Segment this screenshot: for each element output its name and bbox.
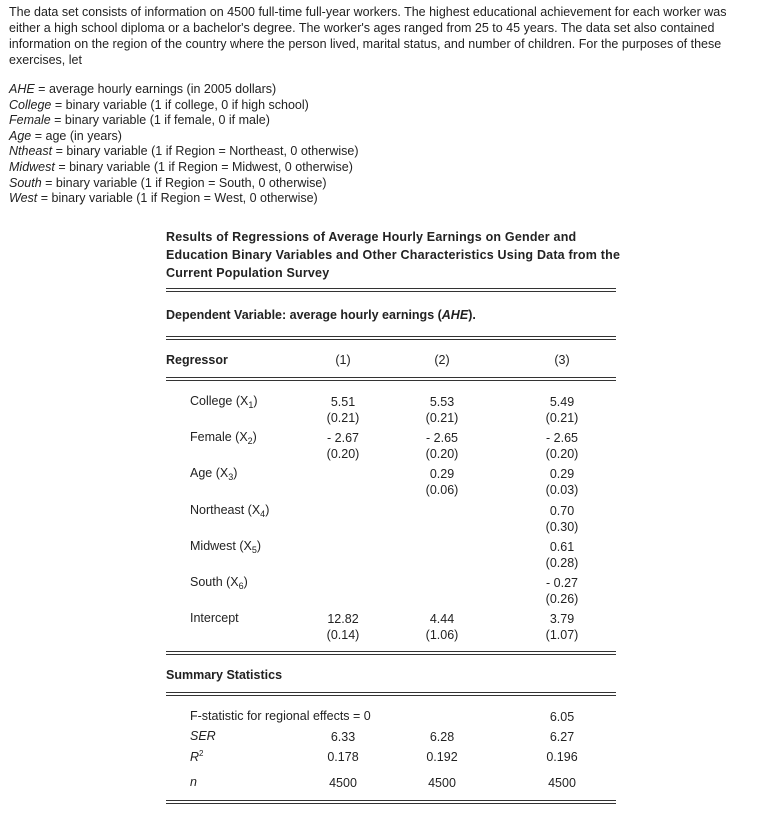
cell-intercept-3: 3.79 (1.07) bbox=[545, 612, 579, 642]
summary-r2-1: 0.178 bbox=[327, 750, 359, 764]
row-label-midwest: Midwest $(X_5)$ bbox=[190, 539, 262, 555]
definition-south: South = binary variable (1 if Region = South, 0 otherwise) bbox=[9, 175, 327, 190]
row-label-northeast: Northeast $(X_4)$ bbox=[190, 503, 270, 519]
cell-female-3: - 2.65 (0.20) bbox=[545, 431, 579, 461]
definition-midwest: Midwest = binary variable (1 if Region = Midwest, 0 otherwise) bbox=[9, 159, 353, 174]
summary-ser-3: 6.27 bbox=[549, 730, 575, 744]
summary-label-r2: $R^2$ bbox=[190, 749, 204, 764]
cell-college-2: 5.53 (0.21) bbox=[425, 395, 459, 425]
divider bbox=[166, 377, 616, 381]
column-header-3: (3) bbox=[554, 353, 570, 367]
divider bbox=[166, 288, 616, 292]
summary-ser-2: 6.28 bbox=[429, 730, 455, 744]
cell-south-3: - 0.27 (0.26) bbox=[545, 576, 579, 606]
definition-west: West = binary variable (1 if Region = West, 0 otherwise) bbox=[9, 191, 318, 206]
cell-northeast-3: 0.70 (0.30) bbox=[545, 504, 579, 534]
cell-intercept-2: 4.44 (1.06) bbox=[425, 612, 459, 642]
column-header-2: (2) bbox=[434, 353, 450, 367]
definition-female: Female = binary variable (1 if female, 0 if male) bbox=[9, 113, 270, 128]
divider bbox=[166, 651, 616, 655]
summary-label-fstat: F-statistic for regional effects = 0 bbox=[190, 709, 371, 723]
definition-ntheast: Ntheast = binary variable (1 if Region = Northeast, 0 otherwise) bbox=[9, 144, 359, 159]
definition-age: Age = age (in years) bbox=[9, 128, 122, 143]
cell-college-1: 5.51 (0.21) bbox=[326, 395, 360, 425]
dependent-variable: Dependent Variable: average hourly earnings (AHE). bbox=[166, 308, 476, 322]
cell-age-3: 0.29 (0.03) bbox=[545, 467, 579, 497]
row-label-south: South $(X_6)$ bbox=[190, 575, 248, 591]
definition-college: College = binary variable (1 if college, 0 if high school) bbox=[9, 97, 309, 112]
summary-fstat-3: 6.05 bbox=[549, 710, 575, 724]
cell-age-2: 0.29 (0.06) bbox=[425, 467, 459, 497]
table-title: Results of Regressions of Average Hourly Earnings on Gender and Education Binary Variables and Other Characteristics Using Data from the Current Population Survey bbox=[166, 230, 621, 280]
definition-ahe: AHE = average hourly earnings (in 2005 dollars) bbox=[9, 82, 277, 96]
summary-n-3: 4500 bbox=[548, 776, 576, 790]
cell-midwest-3: 0.61 (0.28) bbox=[545, 540, 579, 570]
summary-label-ser: SER bbox=[190, 729, 216, 743]
divider bbox=[166, 692, 616, 696]
divider bbox=[166, 800, 616, 804]
divider bbox=[166, 336, 616, 340]
row-label-age: Age $(X_3)$ bbox=[190, 466, 238, 482]
row-label-college: College $(X_1)$ bbox=[190, 394, 258, 410]
regressor-header: Regressor bbox=[166, 353, 228, 367]
summary-n-1: 4500 bbox=[329, 776, 357, 790]
summary-statistics-header: Summary Statistics bbox=[166, 668, 283, 682]
summary-n-2: 4500 bbox=[428, 776, 456, 790]
cell-intercept-1: 12.82 (0.14) bbox=[326, 612, 360, 642]
column-header-1: (1) bbox=[335, 353, 351, 367]
summary-label-n: n bbox=[190, 775, 197, 789]
cell-female-2: - 2.65 (0.20) bbox=[425, 431, 459, 461]
summary-r2-3: 0.196 bbox=[546, 750, 578, 764]
cell-female-1: - 2.67 (0.20) bbox=[326, 431, 360, 461]
summary-r2-2: 0.192 bbox=[426, 750, 458, 764]
cell-college-3: 5.49 (0.21) bbox=[545, 395, 579, 425]
variable-definitions bbox=[9, 82, 359, 207]
row-label-intercept: Intercept bbox=[190, 611, 239, 625]
row-label-female: Female $(X_2)$ bbox=[190, 430, 257, 446]
intro-paragraph: The data set consists of information on 4500 full-time full-year workers. The highest educational achievement for each worker was either a high school diploma or a bachelor's degree. The worker's ages ranged from 25 to 45 years. The data set also contained information on the region of the country where the person lived, marital status, and number of children. For the purposes of these exercises, let bbox=[9, 5, 727, 67]
summary-ser-1: 6.33 bbox=[330, 730, 356, 744]
